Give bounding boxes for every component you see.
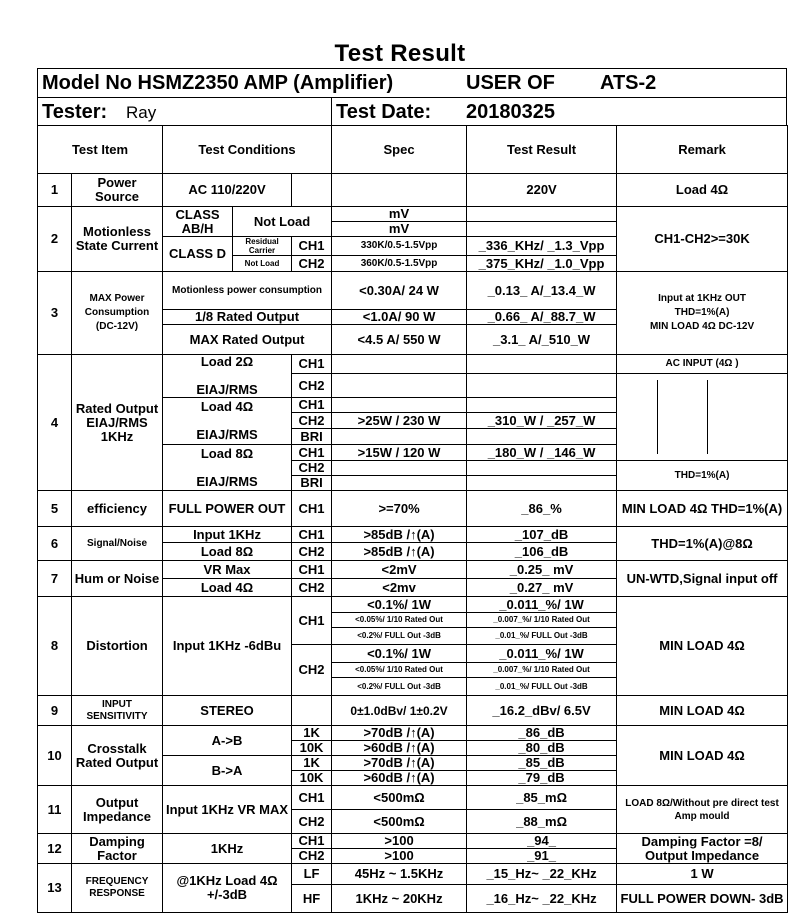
col-remark: Remark (617, 126, 788, 174)
spec: >85dB /↑(A) (332, 543, 467, 561)
spec: mV (332, 207, 467, 222)
channel-label: CH1 (292, 527, 332, 543)
frequency-label: 1K (292, 756, 332, 771)
spec: <0.1%/ 1W (332, 645, 467, 663)
spec: <0.1%/ 1W (332, 597, 467, 613)
table-row (38, 527, 788, 543)
spec: <4.5 A/ 550 W (332, 325, 467, 355)
test-result: _0.13_ A/_13.4_W (467, 272, 617, 310)
spec: 360K/0.5-1.5Vpp (332, 256, 467, 272)
empty-cell (467, 374, 617, 398)
test-item: Damping Factor (72, 834, 163, 864)
spec: <0.30A/ 24 W (332, 272, 467, 310)
remark: UN-WTD,Signal input off (617, 561, 788, 597)
channel-label: CH2 (292, 461, 332, 476)
tester-name: Ray (126, 103, 157, 122)
spec: >100 (332, 849, 467, 864)
test-condition: Load 2Ω EIAJ/RMS (163, 355, 292, 398)
test-result: _16.2_dBv/ 6.5V (467, 696, 617, 726)
test-condition: Input 1KHz VR MAX (163, 786, 292, 834)
row-number: 11 (38, 786, 72, 834)
test-condition: FULL POWER OUT (163, 491, 292, 527)
test-condition: VR Max (163, 561, 292, 579)
row-number: 7 (38, 561, 72, 597)
test-result: _86_% (467, 491, 617, 527)
spec: >85dB /↑(A) (332, 527, 467, 543)
test-item: Distortion (72, 597, 163, 696)
test-condition: STEREO (163, 696, 292, 726)
remark: CH1-CH2>=30K (617, 207, 788, 272)
test-result: _15_Hz~ _22_KHz (467, 864, 617, 885)
test-condition: MAX Rated Output (163, 325, 332, 355)
spec: >=70% (332, 491, 467, 527)
table-row (38, 696, 788, 726)
channel-label: CH2 (292, 579, 332, 597)
test-item: INPUT SENSITIVITY (72, 696, 163, 726)
spec: 330K/0.5-1.5Vpp (332, 237, 467, 256)
test-item: Output Impedance (72, 786, 163, 834)
spec: <0.2%/ FULL Out -3dB (332, 678, 467, 696)
table-row (38, 272, 788, 310)
channel-label: CH2 (292, 849, 332, 864)
spec: >100 (332, 834, 467, 849)
frequency-label: 1K (292, 726, 332, 741)
date-label: Test Date: (336, 101, 432, 123)
remark: AC INPUT (4Ω ) (617, 355, 788, 374)
remark-grid (617, 374, 788, 461)
test-item: Power Source (72, 174, 163, 207)
row-number: 2 (38, 207, 72, 272)
test-result: _86_dB (467, 726, 617, 741)
channel-label: CH1 (292, 597, 332, 645)
test-result: _0.01_%/ FULL Out -3dB (467, 628, 617, 645)
test-item: Crosstalk Rated Output (72, 726, 163, 786)
not-load: Not Load (233, 207, 332, 237)
empty-cell (467, 398, 617, 413)
spec: <0.05%/ 1/10 Rated Out (332, 613, 467, 628)
test-result: _0.007_%/ 1/10 Rated Out (467, 663, 617, 678)
test-condition: Load 4Ω EIAJ/RMS (163, 398, 292, 445)
spec: <0.2%/ FULL Out -3dB (332, 628, 467, 645)
test-result: _0.007_%/ 1/10 Rated Out (467, 613, 617, 628)
test-item: Signal/Noise (72, 527, 163, 561)
channel-label: CH2 (292, 374, 332, 398)
test-condition: 1KHz (163, 834, 292, 864)
row-number: 1 (38, 174, 72, 207)
spec: 0±1.0dBv/ 1±0.2V (332, 696, 467, 726)
table-row (38, 207, 788, 222)
test-condition: Input 1KHz (163, 527, 292, 543)
col-test-item: Test Item (38, 126, 163, 174)
empty-cell (332, 174, 467, 207)
class-d: CLASS D (163, 237, 233, 272)
test-result: _0.66_ A/_88.7_W (467, 310, 617, 325)
channel-label: BRI (292, 429, 332, 445)
row-number: 8 (38, 597, 72, 696)
test-condition: Load 8Ω (163, 543, 292, 561)
row-number: 6 (38, 527, 72, 561)
remark: MIN LOAD 4Ω THD=1%(A) (617, 491, 788, 527)
remark: THD=1%(A) (617, 461, 788, 491)
channel-label: CH1 (292, 237, 332, 256)
table-row (38, 726, 788, 741)
frequency-label: 10K (292, 741, 332, 756)
test-result: _106_dB (467, 543, 617, 561)
empty-cell (467, 355, 617, 374)
remark: FULL POWER DOWN- 3dB (617, 885, 788, 913)
test-result: _91_ (467, 849, 617, 864)
test-item: MAX Power Consumption (DC-12V) (72, 272, 163, 355)
test-result: _0.27_ mV (467, 579, 617, 597)
residual-carrier: Residual Carrier (233, 237, 292, 256)
spec: >15W / 120 W (332, 445, 467, 461)
spec: 45Hz ~ 1.5KHz (332, 864, 467, 885)
channel-label: CH1 (292, 491, 332, 527)
tester-label: Tester: (42, 101, 108, 123)
test-result: _85_dB (467, 756, 617, 771)
col-test-result: Test Result (467, 126, 617, 174)
spec: <2mv (332, 579, 467, 597)
test-condition: 1/8 Rated Output (163, 310, 332, 325)
channel-label: LF (292, 864, 332, 885)
test-result: _80_dB (467, 741, 617, 756)
row-number: 12 (38, 834, 72, 864)
test-result: _85_mΩ (467, 786, 617, 810)
channel-label: CH2 (292, 413, 332, 429)
channel-label: CH2 (292, 645, 332, 696)
test-result: _0.25_ mV (467, 561, 617, 579)
spec: <500mΩ (332, 810, 467, 834)
remark: LOAD 8Ω/Without pre direct test Amp mould (617, 786, 788, 834)
col-test-conditions: Test Conditions (163, 126, 332, 174)
channel-label: CH1 (292, 355, 332, 374)
empty-cell (467, 461, 617, 476)
channel-label: CH1 (292, 834, 332, 849)
test-condition: A->B (163, 726, 292, 756)
empty-cell (467, 207, 617, 222)
table-header-row (38, 126, 788, 174)
table-row (38, 786, 788, 810)
channel-label: BRI (292, 476, 332, 491)
empty-cell (332, 476, 467, 491)
spec: >25W / 230 W (332, 413, 467, 429)
test-condition: B->A (163, 756, 292, 786)
spec: >70dB /↑(A) (332, 756, 467, 771)
table-row (38, 491, 788, 527)
empty-cell (332, 461, 467, 476)
empty-cell (292, 174, 332, 207)
test-result: _88_mΩ (467, 810, 617, 834)
test-item: Motionless State Current (72, 207, 163, 272)
test-result: _0.011_%/ 1W (467, 597, 617, 613)
test-condition: @1KHz Load 4Ω +/-3dB (163, 864, 292, 913)
model-header (37, 68, 787, 98)
row-number: 5 (38, 491, 72, 527)
test-date: 20180325 (466, 101, 555, 123)
ats-label: ATS-2 (600, 72, 657, 94)
table-row (38, 834, 788, 849)
remark: Input at 1KHz OUT THD=1%(A) MIN LOAD 4Ω DC-12V (617, 272, 788, 355)
test-condition: Input 1KHz -6dBu (163, 597, 292, 696)
test-result: _310_W / _257_W (467, 413, 617, 429)
empty-cell (292, 696, 332, 726)
test-item: Hum or Noise (72, 561, 163, 597)
test-result: _375_KHz/ _1.0_Vpp (467, 256, 617, 272)
empty-cell (332, 429, 467, 445)
channel-label: CH1 (292, 786, 332, 810)
empty-cell (467, 429, 617, 445)
tester-header (37, 97, 787, 126)
remark: MIN LOAD 4Ω (617, 696, 788, 726)
spec: <500mΩ (332, 786, 467, 810)
channel-label: HF (292, 885, 332, 913)
test-result: _79_dB (467, 771, 617, 786)
spec: >70dB /↑(A) (332, 726, 467, 741)
spec: <2mV (332, 561, 467, 579)
test-result: _94_ (467, 834, 617, 849)
channel-label: CH2 (292, 256, 332, 272)
test-result: 220V (467, 174, 617, 207)
empty-cell (332, 398, 467, 413)
table-row (38, 597, 788, 613)
channel-label: CH1 (292, 561, 332, 579)
table-row (38, 864, 788, 885)
remark: MIN LOAD 4Ω (617, 597, 788, 696)
remark: THD=1%(A)@8Ω (617, 527, 788, 561)
test-result: _180_W / _146_W (467, 445, 617, 461)
test-result-table (37, 125, 788, 913)
test-item: efficiency (72, 491, 163, 527)
empty-cell (332, 355, 467, 374)
row-number: 9 (38, 696, 72, 726)
empty-cell (332, 374, 467, 398)
test-item: Rated Output EIAJ/RMS 1KHz (72, 355, 163, 491)
test-result: _0.011_%/ 1W (467, 645, 617, 663)
spec: >60dB /↑(A) (332, 771, 467, 786)
document-title: Test Result (334, 40, 466, 67)
not-load: Not Load (233, 256, 292, 272)
spec: <1.0A/ 90 W (332, 310, 467, 325)
test-condition: AC 110/220V (163, 174, 292, 207)
spec: >60dB /↑(A) (332, 741, 467, 756)
channel-label: CH2 (292, 810, 332, 834)
test-result: _3.1_ A/_510_W (467, 325, 617, 355)
test-result: _336_KHz/ _1.3_Vpp (467, 237, 617, 256)
row-number: 10 (38, 726, 72, 786)
test-condition: Load 4Ω (163, 579, 292, 597)
channel-label: CH2 (292, 543, 332, 561)
col-spec: Spec (332, 126, 467, 174)
row-number: 4 (38, 355, 72, 491)
channel-label: CH1 (292, 398, 332, 413)
empty-cell (467, 476, 617, 491)
remark: 1 W (617, 864, 788, 885)
table-row (38, 355, 788, 374)
remark: Damping Factor =8/ Output Impedance (617, 834, 788, 864)
spec: 1KHz ~ 20KHz (332, 885, 467, 913)
frequency-label: 10K (292, 771, 332, 786)
row-number: 3 (38, 272, 72, 355)
test-condition: Load 8Ω EIAJ/RMS (163, 445, 292, 491)
test-item: FREQUENCY RESPONSE (72, 864, 163, 913)
channel-label: CH1 (292, 445, 332, 461)
spec: mV (332, 222, 467, 237)
test-result: _16_Hz~ _22_KHz (467, 885, 617, 913)
row-number: 13 (38, 864, 72, 913)
table-row (38, 561, 788, 579)
model-number: Model No HSMZ2350 AMP (Amplifier) (42, 72, 394, 94)
test-result: _107_dB (467, 527, 617, 543)
user-of-label: USER OF (466, 72, 555, 94)
test-condition: Motionless power consumption (163, 272, 332, 310)
spec: <0.05%/ 1/10 Rated Out (332, 663, 467, 678)
remark: MIN LOAD 4Ω (617, 726, 788, 786)
test-result: _0.01_%/ FULL Out -3dB (467, 678, 617, 696)
table-row (38, 174, 788, 207)
remark: Load 4Ω (617, 174, 788, 207)
empty-cell (467, 222, 617, 237)
class-abh: CLASS AB/H (163, 207, 233, 237)
